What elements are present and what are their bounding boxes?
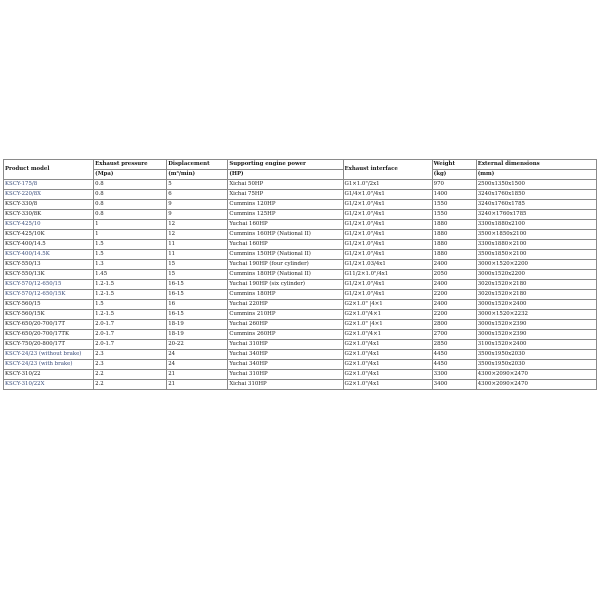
cell-exhaust-pressure: 0.8 — [94, 200, 167, 210]
cell-exhaust-interface: G2×1.0"/4×1 — [343, 330, 432, 340]
table-row — [4, 280, 597, 290]
cell-exhaust-interface: G2×1.0"/4x1 — [343, 380, 432, 390]
cell-displacement: 11 — [167, 240, 228, 250]
cell-displacement: 16-15 — [167, 290, 228, 300]
cell-exhaust-interface: G1/2×1.0"/4x1 — [343, 210, 432, 220]
cell-weight: 4450 — [432, 350, 476, 360]
header-exhaust-interface: Exhaust interface — [343, 160, 432, 180]
cell-displacement: 20-22 — [167, 340, 228, 350]
cell-exhaust-pressure: 1.45 — [94, 270, 167, 280]
cell-external-dimensions: 3500×1850x2100 — [476, 230, 596, 240]
cell-engine-power: Cummins 160HP (National II) — [228, 230, 343, 240]
table-row — [4, 220, 597, 230]
cell-exhaust-pressure: 1.5 — [94, 300, 167, 310]
table-row — [4, 380, 597, 390]
table-row — [4, 180, 597, 190]
cell-external-dimensions: 3500x1950x2030 — [476, 350, 596, 360]
cell-exhaust-interface: G2×1.0"/4x1 — [343, 340, 432, 350]
table-row — [4, 240, 597, 250]
cell-displacement: 16-15 — [167, 280, 228, 290]
cell-displacement: 12 — [167, 220, 228, 230]
table-body — [4, 180, 597, 390]
cell-weight: 970 — [432, 180, 476, 190]
table-row — [4, 330, 597, 340]
cell-engine-power: Yuchai 340HP — [228, 350, 343, 360]
cell-weight: 2850 — [432, 340, 476, 350]
cell-external-dimensions: 3500x1950x2030 — [476, 360, 596, 370]
cell-engine-power: Cummins 260HP — [228, 330, 343, 340]
cell-engine-power: Yuchai 160HP — [228, 240, 343, 250]
cell-exhaust-interface: G1/2×1.0"/4x1 — [343, 250, 432, 260]
cell-exhaust-pressure: 0.8 — [94, 210, 167, 220]
header-external-dimensions: External dimensions — [476, 160, 596, 170]
cell-external-dimensions: 3300x1880x2100 — [476, 220, 596, 230]
cell-product-model: KSCY-175/8 — [4, 180, 94, 190]
cell-product-model: KSCY-24/23 (with brake) — [4, 360, 94, 370]
cell-displacement: 15 — [167, 260, 228, 270]
cell-exhaust-pressure: 1.2-1.5 — [94, 290, 167, 300]
cell-product-model: KSCY-570/12-650/15 — [4, 280, 94, 290]
cell-engine-power: Yuchai 190HP (four cylinder) — [228, 260, 343, 270]
table-row — [4, 190, 597, 200]
cell-displacement: 21 — [167, 370, 228, 380]
cell-exhaust-interface: G1/2×1.0"/4x1 — [343, 290, 432, 300]
cell-engine-power: Yuchai 160HP — [228, 220, 343, 230]
cell-exhaust-interface: G1/4×1.0"/4x1 — [343, 190, 432, 200]
cell-product-model: KSCY-400/14.5K — [4, 250, 94, 260]
cell-product-model: KSCY-550/13 — [4, 260, 94, 270]
cell-product-model: KSCY-310/22 — [4, 370, 94, 380]
table-row — [4, 260, 597, 270]
cell-exhaust-interface: G11/2×1.0"/4x1 — [343, 270, 432, 280]
cell-exhaust-pressure: 1 — [94, 220, 167, 230]
header-exhaust-pressure: Exhaust pressure — [94, 160, 167, 170]
cell-product-model: KSCY-24/23 (without brake) — [4, 350, 94, 360]
cell-weight: 1400 — [432, 190, 476, 200]
cell-displacement: 16 — [167, 300, 228, 310]
header-engine-power: Supporting engine power — [228, 160, 343, 170]
cell-product-model: KSCY-570/12-650/15K — [4, 290, 94, 300]
cell-external-dimensions: 3000×1520×2200 — [476, 260, 596, 270]
cell-exhaust-pressure: 1.5 — [94, 240, 167, 250]
cell-displacement: 24 — [167, 350, 228, 360]
cell-exhaust-interface: G2×1.0"/4×1 — [343, 310, 432, 320]
table-row — [4, 270, 597, 280]
cell-exhaust-interface: G1/2×1.03/4x1 — [343, 260, 432, 270]
table-row — [4, 300, 597, 310]
cell-exhaust-interface: G1/2×1.0"/4x1 — [343, 230, 432, 240]
cell-displacement: 18-19 — [167, 320, 228, 330]
cell-weight: 2400 — [432, 300, 476, 310]
cell-exhaust-pressure: 2.2 — [94, 380, 167, 390]
cell-displacement: 5 — [167, 180, 228, 190]
cell-external-dimensions: 3500x1850×2100 — [476, 250, 596, 260]
cell-product-model: KSCY-310/22X — [4, 380, 94, 390]
cell-displacement: 16-15 — [167, 310, 228, 320]
cell-product-model: KSCY-750/20-800/17T — [4, 340, 94, 350]
cell-exhaust-pressure: 1.2-1.5 — [94, 310, 167, 320]
cell-displacement: 15 — [167, 270, 228, 280]
cell-exhaust-interface: G1/2×1.0"/4x1 — [343, 240, 432, 250]
table-row — [4, 360, 597, 370]
cell-engine-power: Cummins 180HP (National II) — [228, 270, 343, 280]
cell-displacement: 9 — [167, 210, 228, 220]
cell-product-model: KSCY-425/10K — [4, 230, 94, 240]
cell-displacement: 12 — [167, 230, 228, 240]
cell-exhaust-interface: G1/2×1.0"/4x1 — [343, 220, 432, 230]
cell-exhaust-interface: G1×1.0"/2x1 — [343, 180, 432, 190]
cell-engine-power: Yuchai 310HP — [228, 340, 343, 350]
cell-external-dimensions: 3240x1760x1850 — [476, 190, 596, 200]
cell-external-dimensions: 3300x1880×2100 — [476, 240, 596, 250]
table-row — [4, 210, 597, 220]
cell-engine-power: Cummins 150HP (National II) — [228, 250, 343, 260]
cell-engine-power: Xichai 75HP — [228, 190, 343, 200]
cell-product-model: KSCY-560/15K — [4, 310, 94, 320]
table-row — [4, 250, 597, 260]
cell-weight: 2200 — [432, 310, 476, 320]
cell-product-model: KSCY-220/8X — [4, 190, 94, 200]
cell-exhaust-pressure: 1.5 — [94, 250, 167, 260]
table-row — [4, 320, 597, 330]
cell-weight: 2400 — [432, 280, 476, 290]
cell-exhaust-interface: G2×1.0"/4x1 — [343, 360, 432, 370]
table-row — [4, 350, 597, 360]
cell-product-model: KSCY-400/14.5 — [4, 240, 94, 250]
cell-external-dimensions: 4300×2090×2470 — [476, 380, 596, 390]
cell-product-model: KSCY-650/20-700/17TK — [4, 330, 94, 340]
cell-displacement: 24 — [167, 360, 228, 370]
cell-engine-power: Xichai 50HP — [228, 180, 343, 190]
cell-exhaust-pressure: 0.8 — [94, 180, 167, 190]
cell-engine-power: Cummins 120HP — [228, 200, 343, 210]
cell-external-dimensions: 3000x1520×2390 — [476, 320, 596, 330]
cell-weight: 1880 — [432, 250, 476, 260]
cell-weight: 1880 — [432, 230, 476, 240]
table-row — [4, 310, 597, 320]
cell-weight: 2700 — [432, 330, 476, 340]
cell-weight: 1550 — [432, 200, 476, 210]
cell-engine-power: Cummins 210HP — [228, 310, 343, 320]
unit-external-dimensions: (mm) — [476, 170, 596, 180]
cell-exhaust-pressure: 1 — [94, 230, 167, 240]
cell-exhaust-interface: G1/2×1.0"/4x1 — [343, 280, 432, 290]
cell-weight: 1550 — [432, 210, 476, 220]
header-displacement: Displacement — [167, 160, 228, 170]
cell-external-dimensions: 3020x1520×2180 — [476, 290, 596, 300]
cell-weight: 3300 — [432, 370, 476, 380]
table-row — [4, 230, 597, 240]
cell-exhaust-interface: G2×1.0" |4×1 — [343, 320, 432, 330]
cell-displacement: 18-19 — [167, 330, 228, 340]
cell-exhaust-pressure: 2.0-1.7 — [94, 320, 167, 330]
cell-exhaust-pressure: 1.3 — [94, 260, 167, 270]
cell-weight: 2400 — [432, 260, 476, 270]
cell-exhaust-interface: G2×1.0"/4x1 — [343, 370, 432, 380]
cell-external-dimensions: 3000x1520×2400 — [476, 300, 596, 310]
cell-engine-power: Cummins 125HP — [228, 210, 343, 220]
cell-engine-power: Xichai 310HP — [228, 380, 343, 390]
cell-external-dimensions: 2500x1350x1500 — [476, 180, 596, 190]
cell-weight: 2200 — [432, 290, 476, 300]
header-weight: Weight — [432, 160, 476, 170]
cell-weight: 2800 — [432, 320, 476, 330]
cell-engine-power: Yuchai 220HP — [228, 300, 343, 310]
cell-displacement: 6 — [167, 190, 228, 200]
cell-product-model: KSCY-550/13K — [4, 270, 94, 280]
cell-product-model: KSCY-330/8 — [4, 200, 94, 210]
cell-external-dimensions: 3000x1520×2390 — [476, 330, 596, 340]
cell-exhaust-pressure: 0.8 — [94, 190, 167, 200]
table-row — [4, 370, 597, 380]
cell-external-dimensions: 3000×1520×2232 — [476, 310, 596, 320]
header-row — [4, 160, 597, 170]
cell-displacement: 11 — [167, 250, 228, 260]
cell-external-dimensions: 3020x1520×2180 — [476, 280, 596, 290]
cell-exhaust-pressure: 2.0-1.7 — [94, 340, 167, 350]
table-row — [4, 200, 597, 210]
cell-exhaust-interface: G2×1.0" |4×1 — [343, 300, 432, 310]
table-row — [4, 290, 597, 300]
cell-displacement: 21 — [167, 380, 228, 390]
cell-engine-power: Yuchai 190HP (six cylinder) — [228, 280, 343, 290]
cell-external-dimensions: 4300×2090×2470 — [476, 370, 596, 380]
cell-engine-power: Yuchai 310HP — [228, 370, 343, 380]
cell-exhaust-pressure: 2.3 — [94, 350, 167, 360]
cell-product-model: KSCY-650/20-700/17T — [4, 320, 94, 330]
unit-exhaust-pressure: (Mpa) — [94, 170, 167, 180]
cell-exhaust-pressure: 1.2-1.5 — [94, 280, 167, 290]
cell-exhaust-interface: G1/2×1.0"/4x1 — [343, 200, 432, 210]
cell-external-dimensions: 3240×1760x1785 — [476, 210, 596, 220]
header-product-model: Product model — [4, 160, 94, 180]
spec-table — [3, 159, 597, 390]
cell-exhaust-pressure: 2.0-1.7 — [94, 330, 167, 340]
cell-product-model: KSCY-425/10 — [4, 220, 94, 230]
unit-engine-power: (HP) — [228, 170, 343, 180]
cell-engine-power: Yuchai 340HP — [228, 360, 343, 370]
cell-external-dimensions: 3240x1760x1785 — [476, 200, 596, 210]
unit-weight: (kg) — [432, 170, 476, 180]
cell-external-dimensions: 3000x1520x2200 — [476, 270, 596, 280]
cell-weight: 2050 — [432, 270, 476, 280]
unit-displacement: (m³/min) — [167, 170, 228, 180]
cell-engine-power: Cummins 180HP — [228, 290, 343, 300]
cell-external-dimensions: 3100x1520×2400 — [476, 340, 596, 350]
cell-exhaust-pressure: 2.3 — [94, 360, 167, 370]
cell-exhaust-interface: G2×1.0"/4x1 — [343, 350, 432, 360]
table-row — [4, 340, 597, 350]
cell-engine-power: Yuchai 260HP — [228, 320, 343, 330]
cell-weight: 3400 — [432, 380, 476, 390]
cell-weight: 1880 — [432, 220, 476, 230]
cell-weight: 1880 — [432, 240, 476, 250]
cell-exhaust-pressure: 2.2 — [94, 370, 167, 380]
cell-product-model: KSCY-330/8K — [4, 210, 94, 220]
cell-product-model: KSCY-560/15 — [4, 300, 94, 310]
cell-displacement: 9 — [167, 200, 228, 210]
cell-weight: 4450 — [432, 360, 476, 370]
